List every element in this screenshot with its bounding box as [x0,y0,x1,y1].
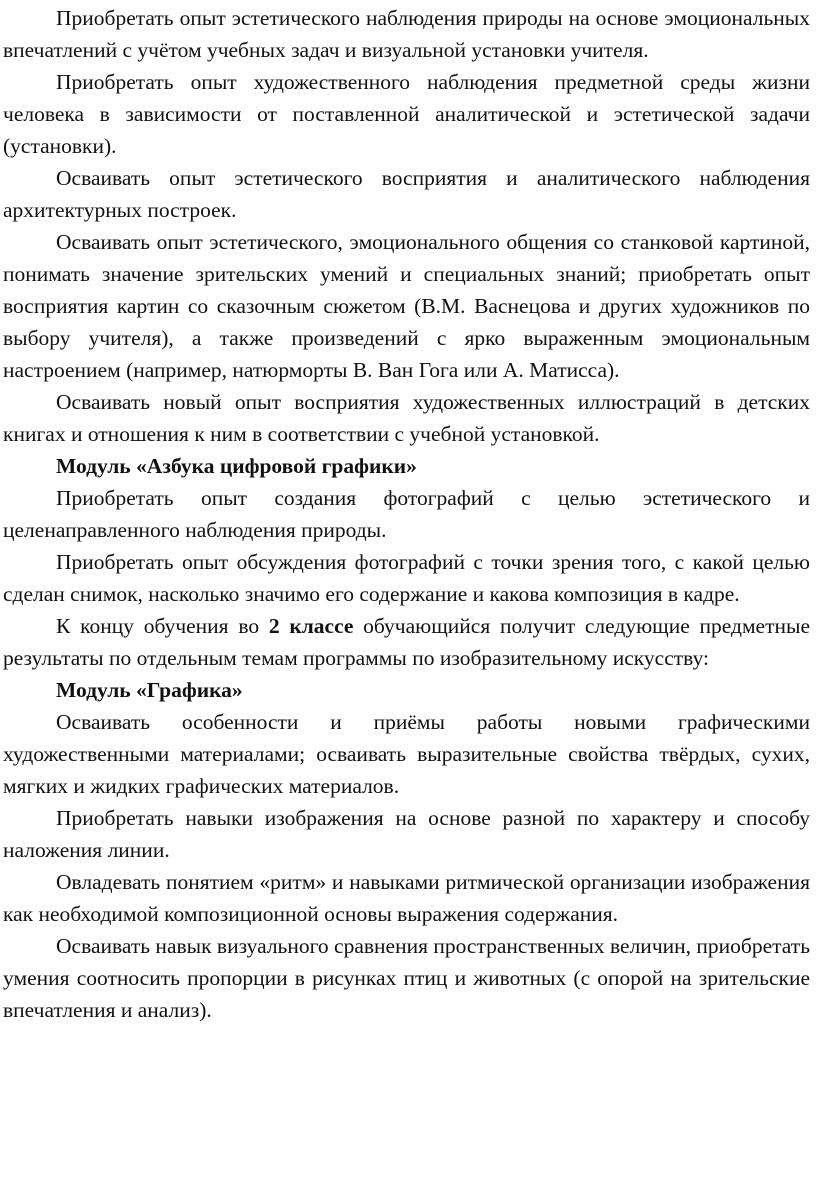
paragraph-rhythm: Овладевать понятием «ритм» и навыками ритмической организации изображения как необходимой композиционной основы выражения содержания. [3,870,810,926]
paragraph-graphic-materials: Осваивать особенности и приёмы работы новыми графическими художественными материалами; осваивать выразительные свойства твёрдых, сухих, мягких и жидких графических материалов. [3,710,810,798]
heading-digital-graphics-module: Модуль «Азбука цифровой графики» [56,454,417,478]
grade-bold-text: 2 классе [268,614,354,638]
grade-intro-text: К концу обучения во [56,614,269,638]
paragraph-grade-2-results [3,610,810,674]
heading-graphics-module: Модуль «Графика» [56,678,243,702]
paragraph-book-illustrations: Осваивать новый опыт восприятия художественных иллюстраций в детских книгах и отношения к ним в соответствии с учебной установкой. [3,390,810,446]
paragraph-proportions: Осваивать навык визуального сравнения пространственных величин, приобретать умения соотносить пропорции в рисунках птиц и животных (с опорой на зрительские впечатления и анализ). [3,934,810,1022]
paragraph-nature-observation: Приобретать опыт эстетического наблюдения природы на основе эмоциональных впечатлений с учётом учебных задач и визуальной установки учителя. [3,6,810,62]
paragraph-easel-painting: Осваивать опыт эстетического, эмоционального общения со станковой картиной, понимать значение зрительских умений и специальных знаний; приобретать опыт восприятия картин со сказочным сюжетом (В.М. Васнецова и других художников по выбору учителя), а также произведений с ярко выраженным эмоциональным настроением (например, натюрморты В. Ван Гога или А. Матисса). [3,230,810,382]
paragraph-line-skills: Приобретать навыки изображения на основе разной по характеру и способу наложения линии. [3,806,810,862]
paragraph-architecture-perception: Осваивать опыт эстетического восприятия и аналитического наблюдения архитектурных построек. [3,166,810,222]
paragraph-photo-creation: Приобретать опыт создания фотографий с целью эстетического и целенаправленного наблюдения природы. [3,486,810,542]
grade-rest-text: обучающийся получит следующие предметные результаты по отдельным темам программы по изобразительному искусству: [3,614,810,670]
paragraph-environment-observation: Приобретать опыт художественного наблюдения предметной среды жизни человека в зависимости от поставленной аналитической и эстетической задачи (установки). [3,70,810,158]
paragraph-photo-discussion: Приобретать опыт обсуждения фотографий с точки зрения того, с какой целью сделан снимок, насколько значимо его содержание и какова композиция в кадре. [3,550,810,606]
